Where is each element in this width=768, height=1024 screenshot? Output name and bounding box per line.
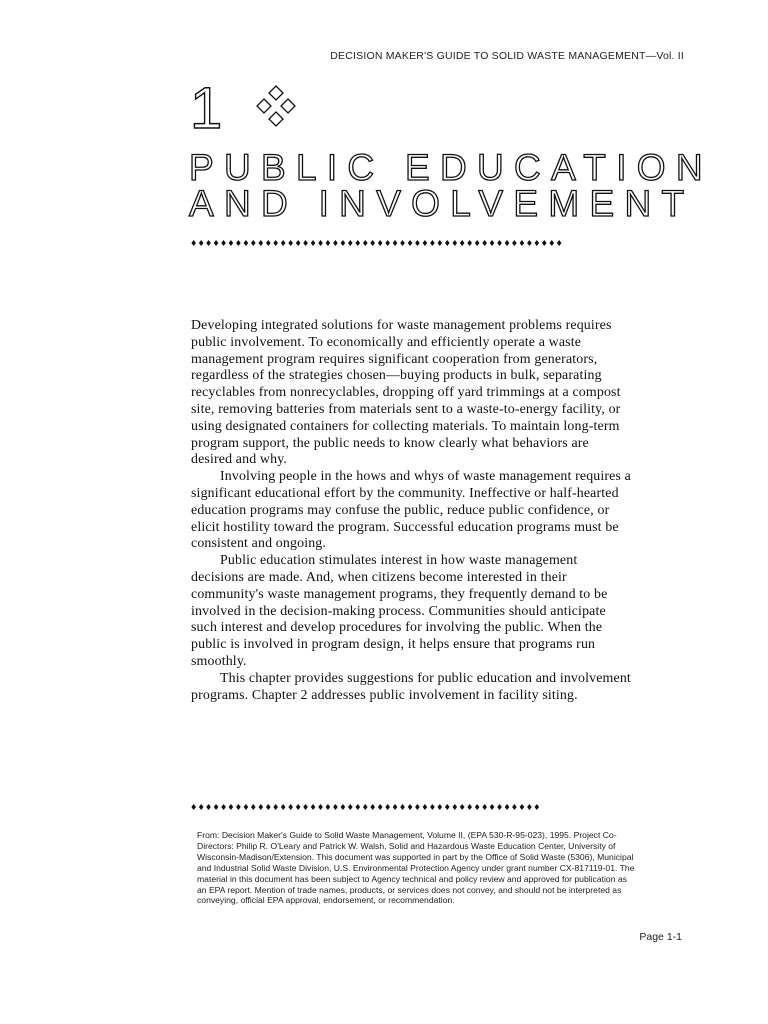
body-paragraph-4: This chapter provides suggestions for public education and involvement programs. Chapter 2 addresses public involvement in facility siting. bbox=[191, 670, 631, 703]
page-number: Page 1-1 bbox=[639, 931, 682, 943]
body-paragraph-1: Developing integrated solutions for waste management problems requires public involvement. To economically and efficiently operate a waste management program requires significant cooperation from generators, regardless of the strategies chosen—buying products in bulk, separating recyclables from nonrecyclables, dropping off yard trimmings at a compost site, removing batteries from materials sent to a waste-to-energy facility, or using designated containers for collecting materials. To maintain long-term program support, the public needs to know clearly what behaviors are desired and why. bbox=[191, 318, 621, 468]
four-diamond-ornament-icon bbox=[254, 84, 298, 130]
diamond-rule-bottom: ♦♦♦♦♦♦♦♦♦♦♦♦♦♦♦♦♦♦♦♦♦♦♦♦♦♦♦♦♦♦♦♦♦♦♦♦♦♦♦♦♦♦♦♦♦♦♦ bbox=[190, 802, 541, 812]
source-note: From: Decision Maker's Guide to Solid Waste Management, Volume II, (EPA 530-R-95-023), 1995. Project Co-Directors: Philip R. O'Leary and Patrick W. Walsh, Solid and Hazardous Waste Education Center, University of Wisconsin-Madison/Extension. This document was supported in part by the Office of Solid Waste (5306), Municipal and Industrial Solid Waste Division, U.S. Environmental Protection Agency under grant number CX-817119-01. The material in this document has been subject to Agency technical and policy review and approved for publication as an EPA report. Mention of trade names, products, or services does not convey, and should not be interpreted as conveying, official EPA approval, endorsement, or recommendation. bbox=[197, 830, 635, 906]
body-paragraph-2: Involving people in the hows and whys of waste management requires a significant educational effort by the community. Ineffective or half-hearted education programs may confuse the public, reduce public confidence, or elicit hostility toward the program. Successful education programs must be consistent and ongoing. bbox=[191, 469, 631, 552]
diamond-rule-top: ♦♦♦♦♦♦♦♦♦♦♦♦♦♦♦♦♦♦♦♦♦♦♦♦♦♦♦♦♦♦♦♦♦♦♦♦♦♦♦♦♦♦♦♦♦♦♦♦♦♦ bbox=[190, 238, 563, 248]
chapter-title-line-1: PUBLIC EDUCATION bbox=[189, 147, 713, 188]
chapter-number: 1 bbox=[190, 76, 223, 141]
running-header: DECISION MAKER'S GUIDE TO SOLID WASTE MANAGEMENT—Vol. II bbox=[330, 50, 684, 62]
body-text bbox=[191, 318, 631, 704]
body-paragraph-3: Public education stimulates interest in how waste management decisions are made. And, when citizens become interested in their community's waste management programs, they frequently demand to be involved in the decision-making process. Communities should anticipate such interest and develop procedures for involving the public. When the public is involved in program design, it helps ensure that programs run smoothly. bbox=[191, 553, 608, 669]
chapter-title-line-2: AND INVOLVEMENT bbox=[189, 183, 695, 224]
